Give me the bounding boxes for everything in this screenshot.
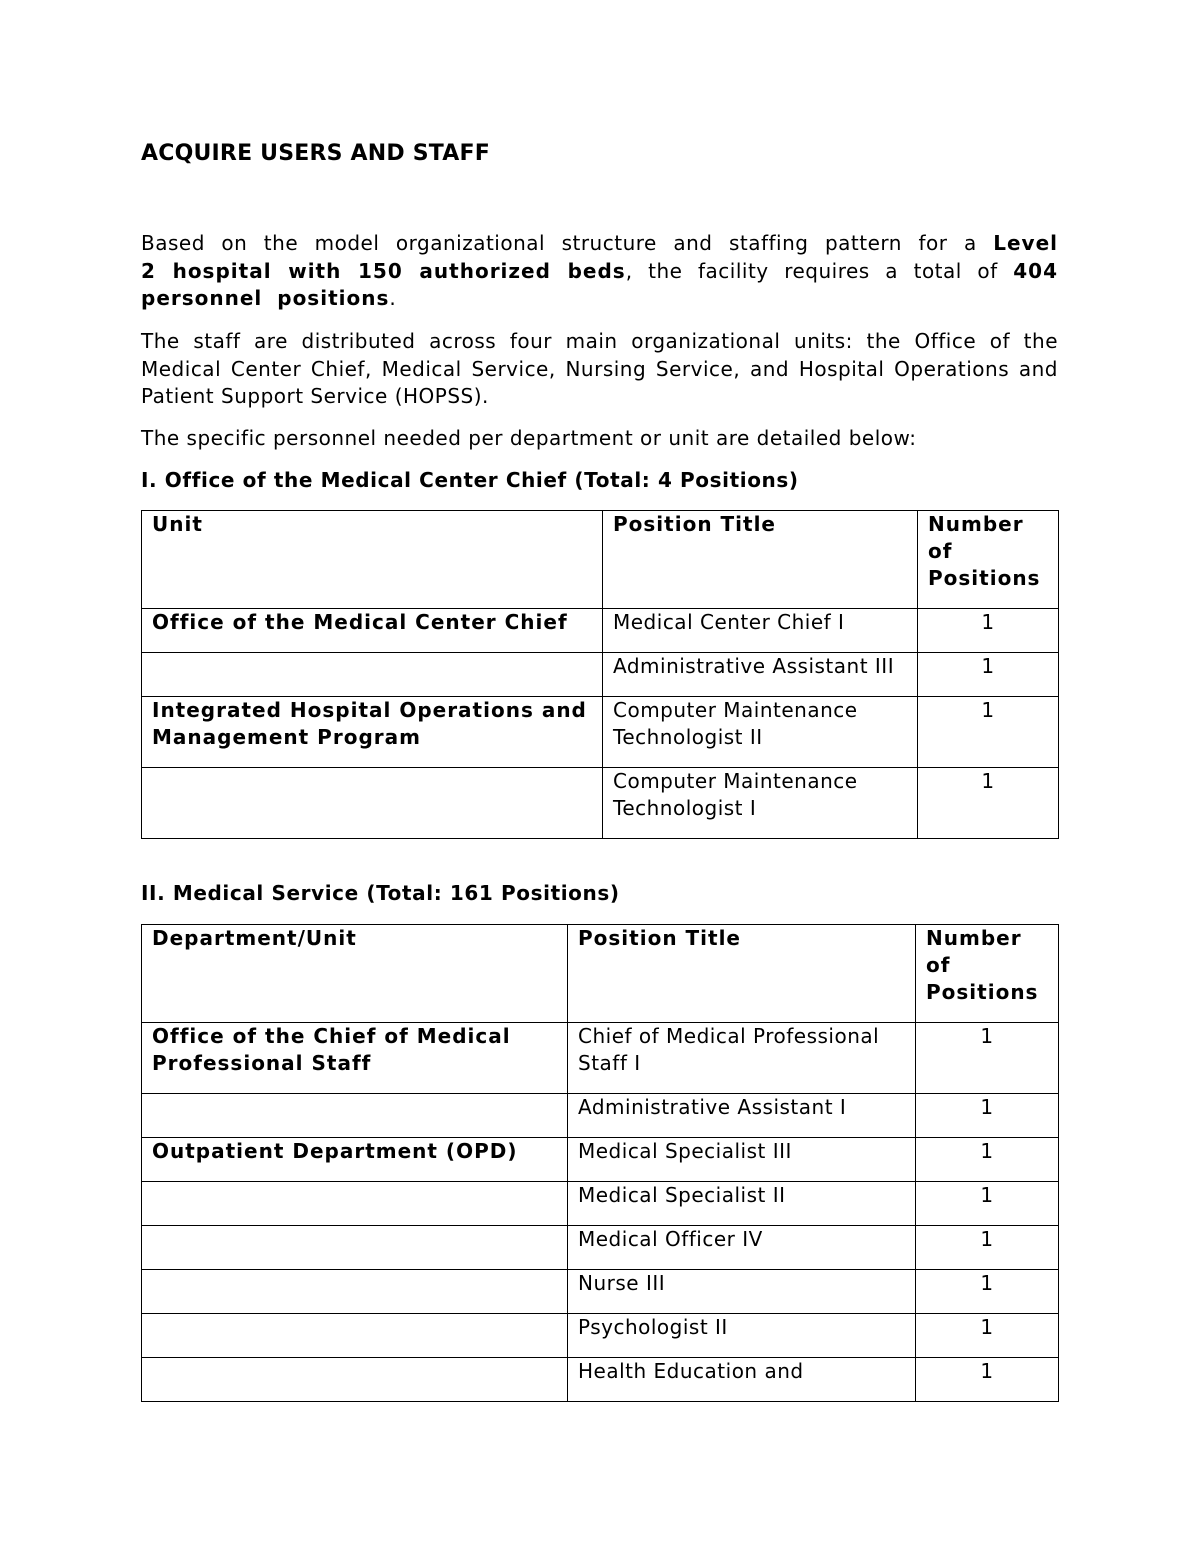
count-cell: 1: [916, 1358, 1059, 1402]
intro-paragraph-3: The specific personnel needed per department or unit are detailed below:: [141, 426, 917, 450]
table-row: [142, 1358, 1059, 1402]
header-position-title: Position Title: [568, 925, 916, 1023]
unit-cell: [142, 1270, 568, 1314]
unit-cell: Outpatient Department (OPD): [142, 1138, 568, 1182]
count-cell: 1: [916, 1138, 1059, 1182]
unit-cell: [142, 1226, 568, 1270]
section-2-heading: II. Medical Service (Total: 161 Positions): [141, 881, 620, 905]
table-row: [142, 1270, 1059, 1314]
count-cell: 1: [916, 1314, 1059, 1358]
unit-cell: [142, 1358, 568, 1402]
header-department-unit: Department/Unit: [142, 925, 568, 1023]
count-cell: 1: [918, 768, 1059, 839]
table-row: [142, 1314, 1059, 1358]
position-cell: Computer Maintenance Technologist I: [603, 768, 918, 839]
header-position-title: Position Title: [603, 511, 918, 609]
unit-cell: [142, 768, 603, 839]
count-cell: 1: [916, 1270, 1059, 1314]
unit-cell: [142, 1182, 568, 1226]
intro-text: Based on the model organizational structure and staffing pattern for a: [141, 231, 994, 255]
position-cell: Health Education and: [568, 1358, 916, 1402]
table-row: [142, 1226, 1059, 1270]
section-2-table: [141, 924, 1059, 1402]
position-cell: Medical Specialist II: [568, 1182, 916, 1226]
position-cell: Chief of Medical Professional Staff I: [568, 1023, 916, 1094]
unit-cell: Integrated Hospital Operations and Management Program: [142, 697, 603, 768]
position-cell: Computer Maintenance Technologist II: [603, 697, 918, 768]
count-cell: 1: [916, 1094, 1059, 1138]
table-row: [142, 1182, 1059, 1226]
position-cell: Administrative Assistant III: [603, 653, 918, 697]
count-cell: 1: [918, 609, 1059, 653]
unit-cell: [142, 653, 603, 697]
intro-emphasis-hospital: Level 2 hospital with 150 authorized beds: [141, 231, 1058, 283]
position-cell: Medical Center Chief I: [603, 609, 918, 653]
intro-paragraph-1: [141, 230, 1058, 313]
unit-cell: Office of the Medical Center Chief: [142, 609, 603, 653]
header-number-of-positions: Number of Positions: [918, 511, 1059, 609]
count-cell: 1: [916, 1182, 1059, 1226]
table-header-row: [142, 925, 1059, 1023]
position-cell: Medical Officer IV: [568, 1226, 916, 1270]
unit-cell: [142, 1094, 568, 1138]
table-row: [142, 1094, 1059, 1138]
section-1-heading: I. Office of the Medical Center Chief (Total: 4 Positions): [141, 468, 799, 492]
position-cell: Nurse III: [568, 1270, 916, 1314]
position-cell: Psychologist II: [568, 1314, 916, 1358]
position-cell: Medical Specialist III: [568, 1138, 916, 1182]
table-row: [142, 1138, 1059, 1182]
unit-cell: [142, 1314, 568, 1358]
intro-paragraph-2: The staff are distributed across four main organizational units: the Office of the Medical Center Chief, Medical Service, Nursing Service, and Hospital Operations and Patient Support Service (HOPSS).: [141, 329, 1058, 408]
count-cell: 1: [916, 1226, 1059, 1270]
table-header-row: [142, 511, 1059, 609]
intro-text: , the facility requires a total of: [625, 258, 1014, 283]
table-row: [142, 697, 1059, 768]
header-unit: Unit: [142, 511, 603, 609]
intro-emphasis-positions: 404 personnel positions: [141, 258, 1058, 310]
table-row: [142, 653, 1059, 697]
table-row: [142, 768, 1059, 839]
document-title: ACQUIRE USERS AND STAFF: [141, 141, 490, 166]
count-cell: 1: [916, 1023, 1059, 1094]
section-1-table: [141, 510, 1059, 839]
intro-text: .: [389, 286, 397, 310]
unit-cell: Office of the Chief of Medical Professional Staff: [142, 1023, 568, 1094]
position-cell: Administrative Assistant I: [568, 1094, 916, 1138]
count-cell: 1: [918, 653, 1059, 697]
header-number-of-positions: Number of Positions: [916, 925, 1059, 1023]
table-row: [142, 609, 1059, 653]
count-cell: 1: [918, 697, 1059, 768]
table-row: [142, 1023, 1059, 1094]
